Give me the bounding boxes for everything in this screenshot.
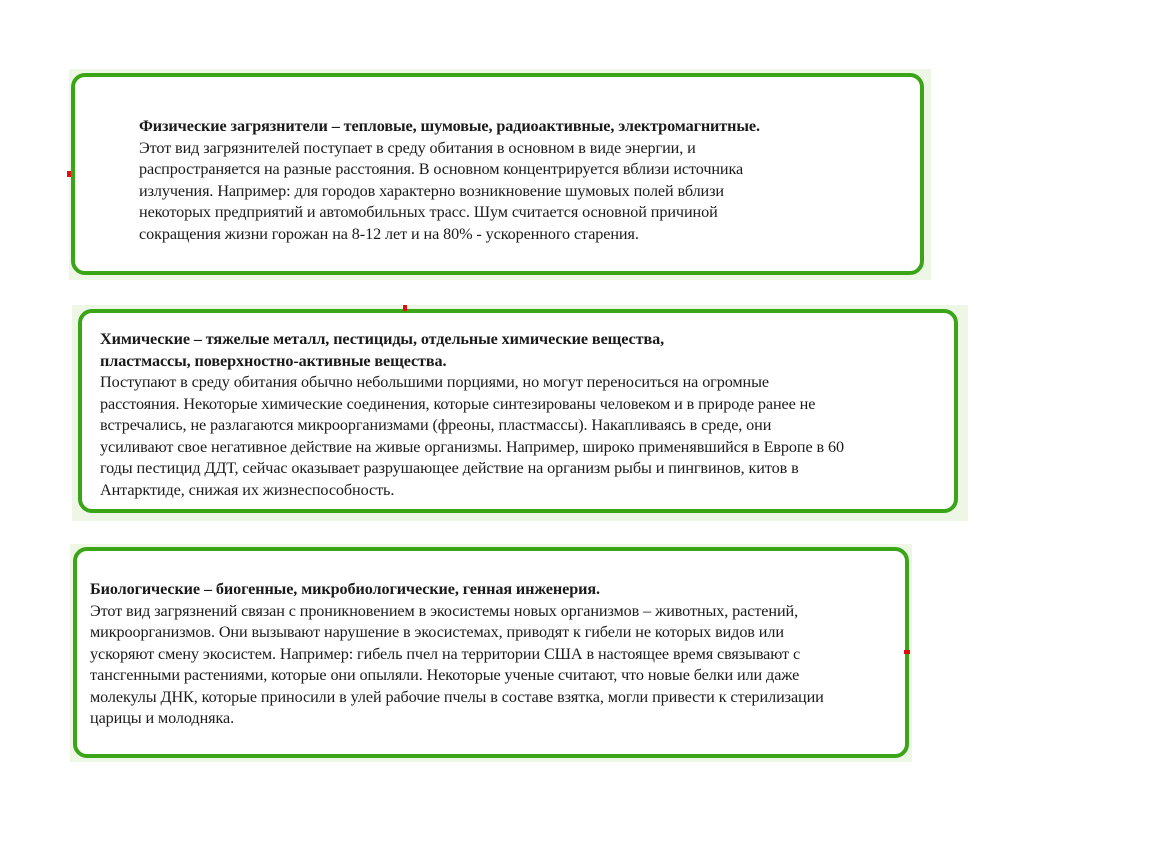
block-physical-line: излучения. Например: для городов характерно возникновение шумовых полей вблизи — [139, 181, 724, 200]
block-physical-heading: Физические загрязнители – тепловые, шумовые, радиоактивные, электромагнитные. — [139, 117, 760, 135]
block-chemical-line: годы пестицид ДДТ, сейчас оказывает разрушающее действие на организм рыбы и пингвинов, китов в — [100, 459, 799, 477]
block-chemical — [78, 309, 958, 513]
block-physical-line: распространяется на разные расстояния. В основном концентрируется вблизи источника — [139, 160, 744, 178]
block-biological-line: микроорганизмов. Они вызывают нарушение в экосистемах, приводят к гибели не которых видов или — [90, 623, 784, 641]
block-physical — [71, 73, 924, 275]
block-chemical-line: усиливают свое негативное действие на живые организмы. Например, широко применявшийся в Европе в 60 — [100, 437, 844, 456]
block-chemical-text — [100, 329, 844, 501]
connector-marker — [403, 305, 407, 311]
block-biological-heading: Биологические – биогенные, микробиологические, генная инженерия. — [90, 580, 600, 598]
block-biological-line: ускоряют смену экосистем. Например: гибель пчел на территории США в настоящее время связывают с — [90, 644, 801, 663]
connector-marker — [67, 171, 71, 177]
block-biological-line: молекулы ДНК, которые приносили в улей рабочие пчелы в составе взятка, могли привести к стерилизации — [90, 687, 824, 706]
connector-marker — [904, 650, 910, 654]
block-chemical-heading: пластмассы, поверхностно-активные вещества. — [100, 351, 447, 370]
block-physical-line: сокращения жизни горожан на 8-12 лет и на 80% - ускоренного старения. — [139, 224, 639, 243]
block-biological-line: тансгенными растениями, которые они опыляли. Некоторые ученые считают, что новые белки или даже — [90, 666, 800, 684]
block-physical-line: Этот вид загрязнителей поступает в среду обитания в основном в виде энергии, и — [139, 138, 696, 157]
block-physical-line: некоторых предприятий и автомобильных трасс. Шум считается основной причиной — [139, 203, 718, 221]
block-chemical-line: встречались, не разлагаются микроорганизмами (фреоны, пластмассы). Накапливаясь в среде, они — [100, 416, 772, 434]
block-biological — [73, 547, 909, 758]
block-biological-text — [90, 579, 824, 730]
block-physical-text — [139, 116, 760, 245]
block-chemical-line: расстояния. Некоторые химические соединения, которые синтезированы человеком и в природе ранее не — [100, 394, 816, 413]
block-biological-line: царицы и молодняка. — [90, 709, 235, 727]
block-biological-line: Этот вид загрязнений связан с проникновением в экосистемы новых организмов – животных, растений, — [90, 601, 799, 620]
block-chemical-line: Антарктиде, снижая их жизнеспособность. — [100, 480, 395, 499]
block-chemical-line: Поступают в среду обитания обычно небольшими порциями, но могут переноситься на огромные — [100, 373, 769, 391]
block-chemical-heading: Химические – тяжелые металл, пестициды, отдельные химические вещества, — [100, 330, 665, 348]
